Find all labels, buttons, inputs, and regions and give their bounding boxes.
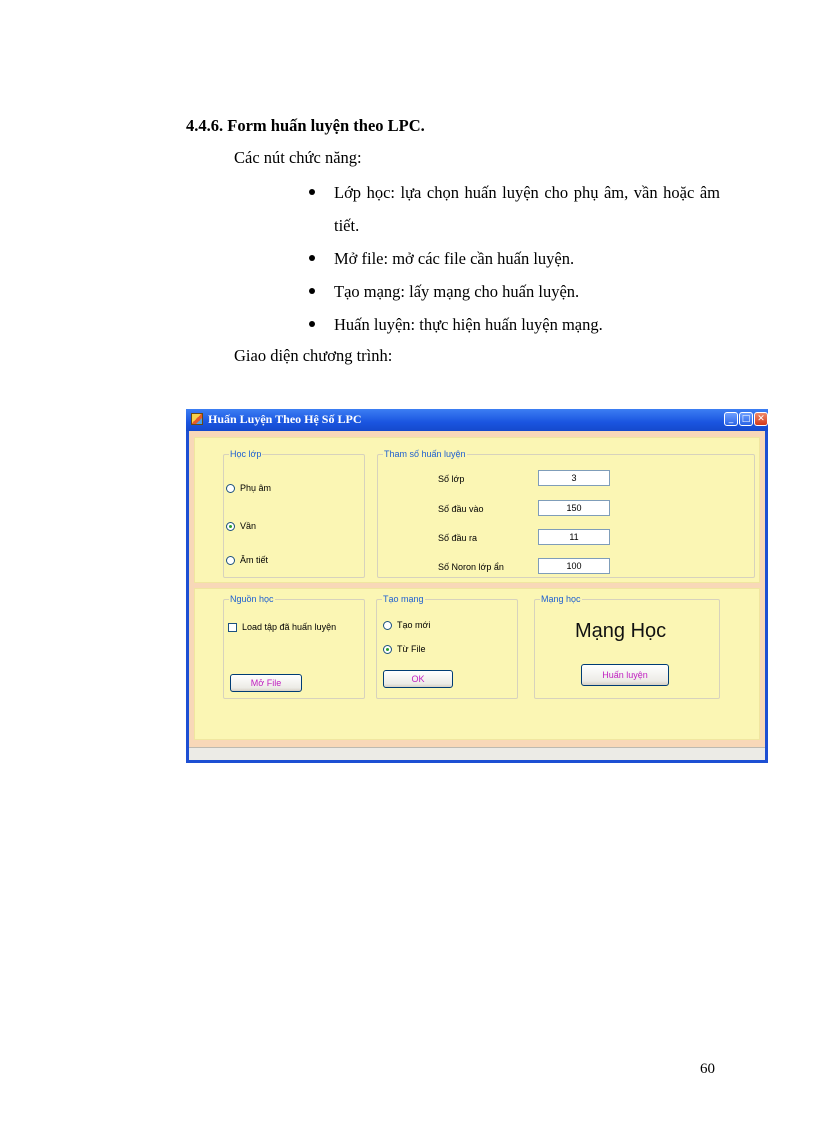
radio-tu-file[interactable]: Từ File	[383, 644, 426, 654]
tham-so-group	[377, 449, 755, 578]
hoc-lop-label: Học lớp	[230, 449, 262, 459]
nguon-hoc-label: Nguồn học	[230, 594, 274, 604]
open-file-button[interactable]: Mở File	[230, 674, 302, 692]
list-item: Lớp học: lựa chọn huấn luyện cho phụ âm, vần hoặc âm tiết.	[300, 176, 720, 242]
maximize-icon[interactable]: □	[739, 412, 753, 426]
feature-list	[300, 176, 720, 341]
app-icon[interactable]	[191, 413, 203, 425]
nguon-hoc-group	[223, 594, 365, 699]
hoc-lop-group	[223, 449, 365, 578]
bullet-icon	[309, 288, 315, 294]
tao-mang-group	[376, 594, 518, 699]
mang-hoc-label: Mạng học	[541, 594, 581, 604]
radio-circle-icon[interactable]	[226, 484, 235, 493]
so-dau-vao-label: Số đầu vào	[438, 504, 484, 514]
radio-circle-icon[interactable]	[226, 522, 235, 531]
close-icon[interactable]: ✕	[754, 412, 768, 426]
bullet-icon	[309, 255, 315, 261]
intro-text: Các nút chức năng:	[234, 148, 362, 167]
list-item: Tạo mạng: lấy mạng cho huấn luyện.	[300, 275, 720, 308]
bottom-panel	[194, 588, 760, 740]
tham-so-label: Tham số huấn luyện	[384, 449, 466, 459]
list-item: Huấn luyện: thực hiện huấn luyện mạng.	[300, 308, 720, 341]
section-heading: 4.4.6. Form huấn luyện theo LPC.	[186, 116, 425, 135]
radio-van[interactable]: Vần	[226, 521, 256, 531]
top-panel	[194, 437, 760, 583]
so-noron-input[interactable]: 100	[538, 558, 610, 574]
minimize-icon[interactable]: _	[724, 412, 738, 426]
so-lop-input[interactable]: 3	[538, 470, 610, 486]
radio-am-tiet[interactable]: Âm tiết	[226, 555, 268, 565]
so-noron-label: Số Noron lớp ẩn	[438, 562, 504, 572]
radio-phu-am[interactable]: Phụ âm	[226, 483, 271, 493]
radio-circle-icon[interactable]	[383, 645, 392, 654]
ok-button[interactable]: OK	[383, 670, 453, 688]
title-bar[interactable]	[186, 409, 768, 431]
so-dau-vao-input[interactable]: 150	[538, 500, 610, 516]
mang-hoc-title: Mạng Học	[575, 620, 667, 642]
status-bar	[189, 747, 765, 760]
client-area	[189, 431, 765, 747]
mang-hoc-group	[534, 594, 720, 699]
checkbox-icon[interactable]	[228, 623, 237, 632]
so-dau-ra-input[interactable]: 11	[538, 529, 610, 545]
so-dau-ra-label: Số đầu ra	[438, 533, 478, 543]
radio-circle-icon[interactable]	[383, 621, 392, 630]
so-lop-label: Số lớp	[438, 474, 465, 484]
window-title: Huấn Luyện Theo Hệ Số LPC	[208, 412, 362, 426]
train-button[interactable]: Huấn luyện	[581, 664, 669, 686]
bullet-icon	[309, 321, 315, 327]
training-window	[186, 409, 768, 763]
interface-caption: Giao diện chương trình:	[234, 346, 393, 365]
radio-circle-icon[interactable]	[226, 556, 235, 565]
radio-tao-moi[interactable]: Tạo mới	[383, 620, 430, 630]
list-item: Mở file: mở các file cần huấn luyện.	[300, 242, 720, 275]
load-trained-checkbox[interactable]: Load tập đã huấn luyện	[228, 622, 336, 632]
tao-mang-label: Tạo mạng	[383, 594, 424, 604]
bullet-icon	[309, 189, 315, 195]
page-number: 60	[700, 1061, 715, 1077]
